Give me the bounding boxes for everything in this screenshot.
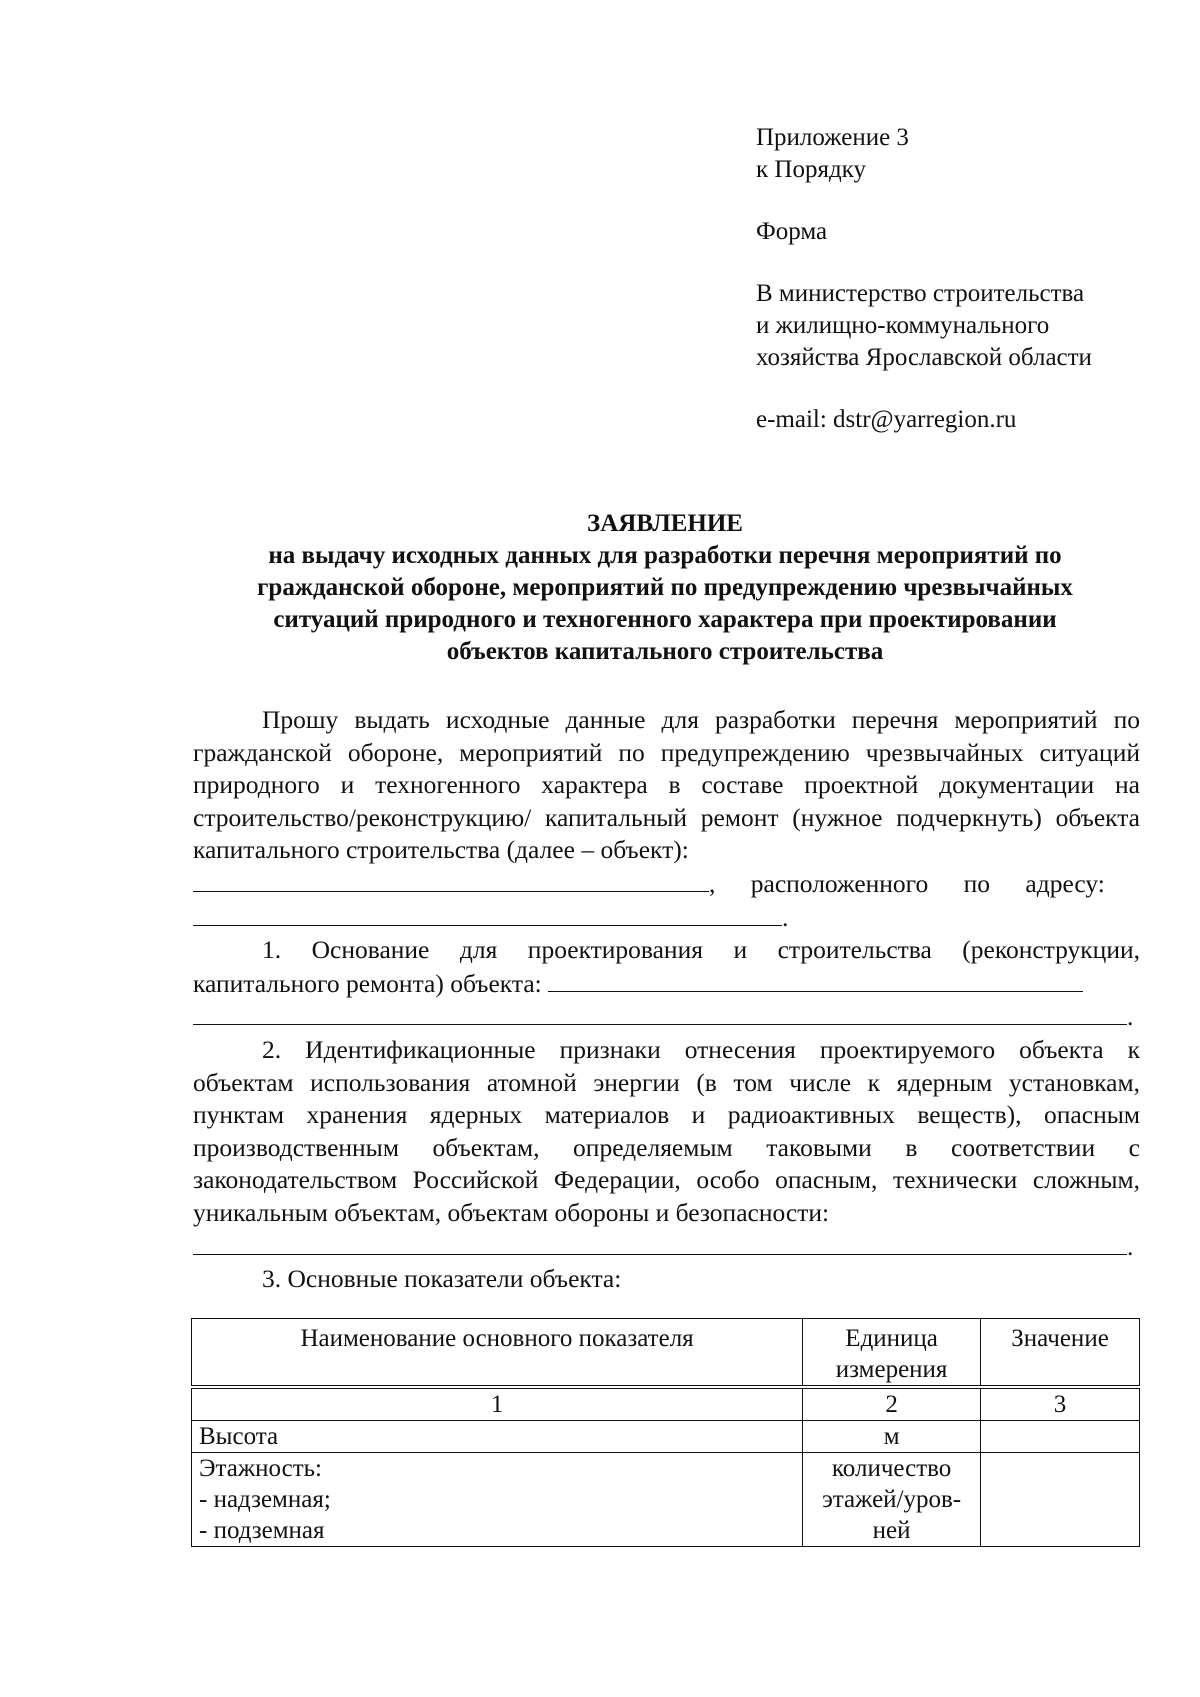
table-row (192, 1453, 1140, 1547)
row-floors-name-line: Этажность: (199, 1455, 322, 1482)
column-number: 2 (803, 1387, 981, 1421)
recipient-line: и жилищно-коммунального (756, 312, 1050, 339)
recipient-email: e-mail: dstr@yarregion.ru (756, 406, 1017, 433)
object-name-blank[interactable] (193, 867, 709, 892)
row-floors-unit (803, 1453, 981, 1547)
row-floors-unit-line: количество (831, 1455, 952, 1482)
item-1-text: 1. Основание для проектирования и строительства (реконструкции, капитального ремонта) объекта: (193, 935, 1140, 998)
appendix-label: Приложение 3 (756, 124, 909, 151)
order-reference: к Порядку (756, 156, 866, 183)
basis-continuation-line (193, 1000, 1140, 1034)
identification-blank[interactable] (193, 1230, 1127, 1255)
basis-continuation-blank[interactable] (193, 1000, 1127, 1025)
header-value: Значение (981, 1319, 1140, 1388)
row-height-name: Высота (192, 1421, 803, 1453)
column-number: 3 (981, 1387, 1140, 1421)
address-blank[interactable] (193, 901, 782, 926)
indicators-table-wrap (191, 1318, 1140, 1547)
header-unit: Единица измерения (803, 1319, 981, 1388)
row-floors-name-line: - надземная; (199, 1486, 331, 1513)
table-header-row (192, 1319, 1140, 1388)
item-2-paragraph: 2. Идентификационные признаки отнесения проектируемого объекта к объектам использования атомной энергии (в том числе к ядерным установкам, пунктам хранения ядерных материалов и радиоактивных веществ), опасным производственным объектам, определяемым таковыми в соответствии с законодательством Российской Федерации, особо опасным, технически сложным, уникальным объектам, объектам обороны и безопасности: (193, 1034, 1140, 1227)
title-line: объектов капитального строительства (446, 638, 884, 665)
table-number-row (192, 1387, 1140, 1421)
document-title (190, 508, 1140, 668)
address-line (193, 901, 1140, 935)
row-height-value[interactable] (981, 1421, 1140, 1453)
title-line: на выдачу исходных данных для разработки перечня мероприятий по (268, 542, 1062, 569)
object-name-line (193, 867, 1140, 901)
intro-paragraph: Прошу выдать исходные данные для разработки перечня мероприятий по гражданской обороне, мероприятий по предупреждению чрезвычайных ситуаций природного и техногенного характера в составе проектной документации на строительство/реконструкцию/ капитальный ремонт (нужное подчеркнуть) объекта капитального строительства (далее – объект): (193, 705, 1140, 865)
identification-dot: . (1127, 1231, 1134, 1261)
column-number: 1 (192, 1387, 803, 1421)
identification-line (193, 1230, 1140, 1264)
header-indicator-name: Наименование основного показателя (192, 1319, 803, 1388)
row-height-unit: м (803, 1421, 981, 1453)
form-label: Форма (756, 218, 828, 245)
recipient-line: хозяйства Ярославской области (756, 344, 1092, 371)
row-floors-name (192, 1453, 803, 1547)
row-floors-unit-line: этажей/уров- (822, 1486, 962, 1513)
basis-dot: . (1127, 1002, 1134, 1032)
item-1-paragraph (193, 934, 1140, 1000)
table-row (192, 1421, 1140, 1453)
row-floors-name-line: - подземная (199, 1517, 325, 1544)
row-floors-value[interactable] (981, 1453, 1140, 1547)
address-label: , расположенного по адресу: (709, 868, 1105, 898)
row-floors-unit-line: ней (872, 1517, 911, 1544)
title-line: гражданской обороне, мероприятий по предупреждению чрезвычайных (257, 574, 1073, 601)
recipient-line: В министерство строительства (756, 280, 1085, 307)
address-dot: . (782, 902, 789, 932)
header-block (756, 122, 1176, 436)
item-3-paragraph: 3. Основные показатели объекта: (262, 1264, 622, 1294)
indicators-table (191, 1318, 1140, 1547)
application-body (193, 704, 1140, 1296)
basis-blank[interactable] (548, 967, 1083, 992)
title-main: ЗАЯВЛЕНИЕ (587, 510, 743, 537)
title-line: ситуаций природного и техногенного характера при проектировании (273, 606, 1057, 633)
